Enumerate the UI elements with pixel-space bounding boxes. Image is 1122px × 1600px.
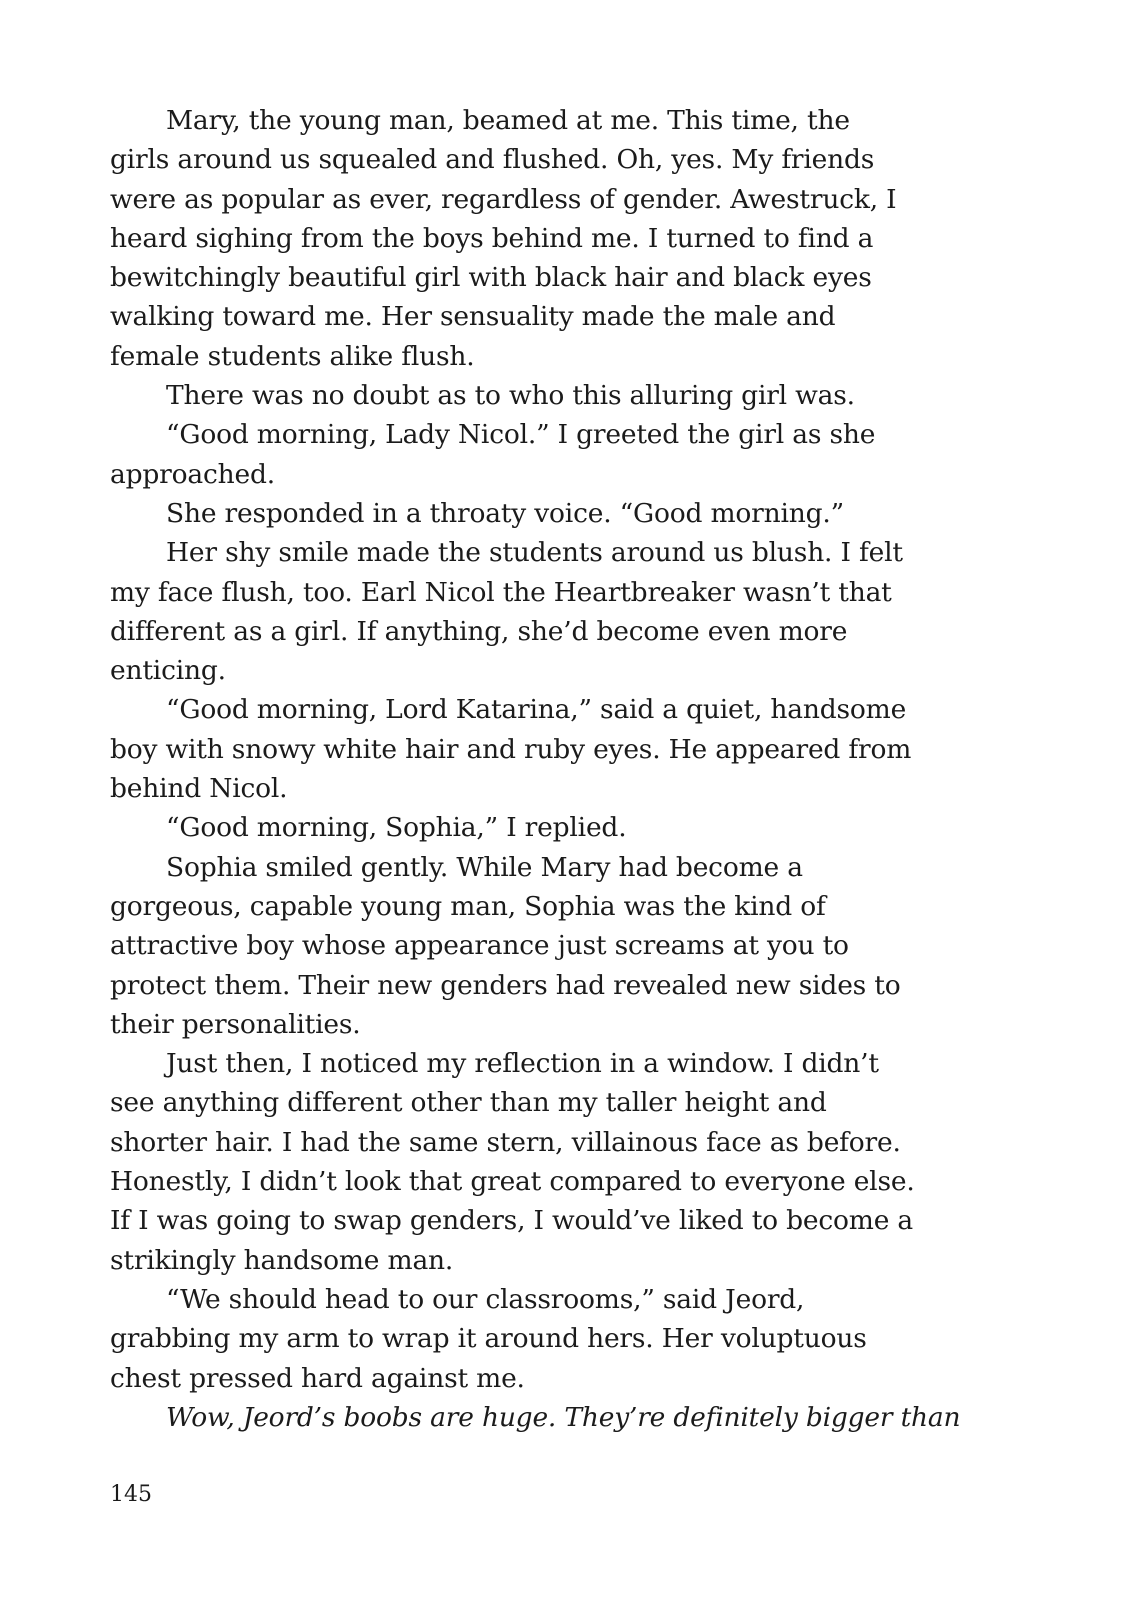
page-number: 145 — [110, 1482, 152, 1507]
text-line: their personalities. — [110, 1008, 361, 1040]
text-line: “Good morning, Lady Nicol.” I greeted the girl as she — [166, 419, 876, 451]
text-line: protect them. Their new genders had revealed new sides to — [110, 969, 901, 1001]
text-line: Sophia smiled gently. While Mary had become a — [166, 851, 803, 883]
text-line: boy with snowy white hair and ruby eyes. He appeared from — [110, 733, 912, 765]
text-line: chest pressed hard against me. — [110, 1362, 525, 1394]
text-line: Honestly, I didn’t look that great compared to everyone else. — [110, 1166, 915, 1198]
text-line: my face flush, too. Earl Nicol the Heartbreaker wasn’t that — [110, 576, 892, 608]
text-line: “We should head to our classrooms,” said Jeord, — [166, 1283, 805, 1315]
text-line: “Good morning, Sophia,” I replied. — [166, 812, 627, 844]
text-line: different as a girl. If anything, she’d become even more — [110, 615, 848, 647]
text-line: There was no doubt as to who this alluring girl was. — [166, 380, 855, 412]
text-line: girls around us squealed and flushed. Oh, yes. My friends — [110, 144, 875, 176]
text-line: strikingly handsome man. — [110, 1244, 454, 1276]
text-line: were as popular as ever, regardless of gender. Awestruck, I — [110, 183, 897, 215]
text-line: bewitchingly beautiful girl with black hair and black eyes — [110, 262, 872, 294]
text-line-italic: Wow, Jeord’s boobs are huge. They’re definitely bigger than — [166, 1401, 961, 1433]
text-line: female students alike flush. — [110, 340, 475, 372]
text-line: heard sighing from the boys behind me. I turned to find a — [110, 222, 874, 254]
text-line: approached. — [110, 458, 275, 490]
text-line: shorter hair. I had the same stern, villainous face as before. — [110, 1126, 901, 1158]
text-line: see anything different other than my taller height and — [110, 1087, 827, 1119]
text-line: If I was going to swap genders, I would’ve liked to become a — [110, 1205, 914, 1237]
text-line: She responded in a throaty voice. “Good morning.” — [166, 497, 844, 529]
text-line: gorgeous, capable young man, Sophia was the kind of — [110, 890, 826, 922]
text-line: Just then, I noticed my reflection in a window. I didn’t — [166, 1048, 879, 1080]
text-line: Her shy smile made the students around us blush. I felt — [166, 537, 903, 569]
text-line: Mary, the young man, beamed at me. This time, the — [166, 105, 850, 136]
text-line: grabbing my arm to wrap it around hers. Her voluptuous — [110, 1323, 867, 1355]
text-line: “Good morning, Lord Katarina,” said a quiet, handsome — [166, 694, 907, 726]
text-line: behind Nicol. — [110, 773, 288, 805]
text-line: walking toward me. Her sensuality made the male and — [110, 301, 836, 333]
body-text — [110, 101, 970, 1437]
text-line: attractive boy whose appearance just screams at you to — [110, 930, 849, 962]
text-line: enticing. — [110, 655, 226, 687]
